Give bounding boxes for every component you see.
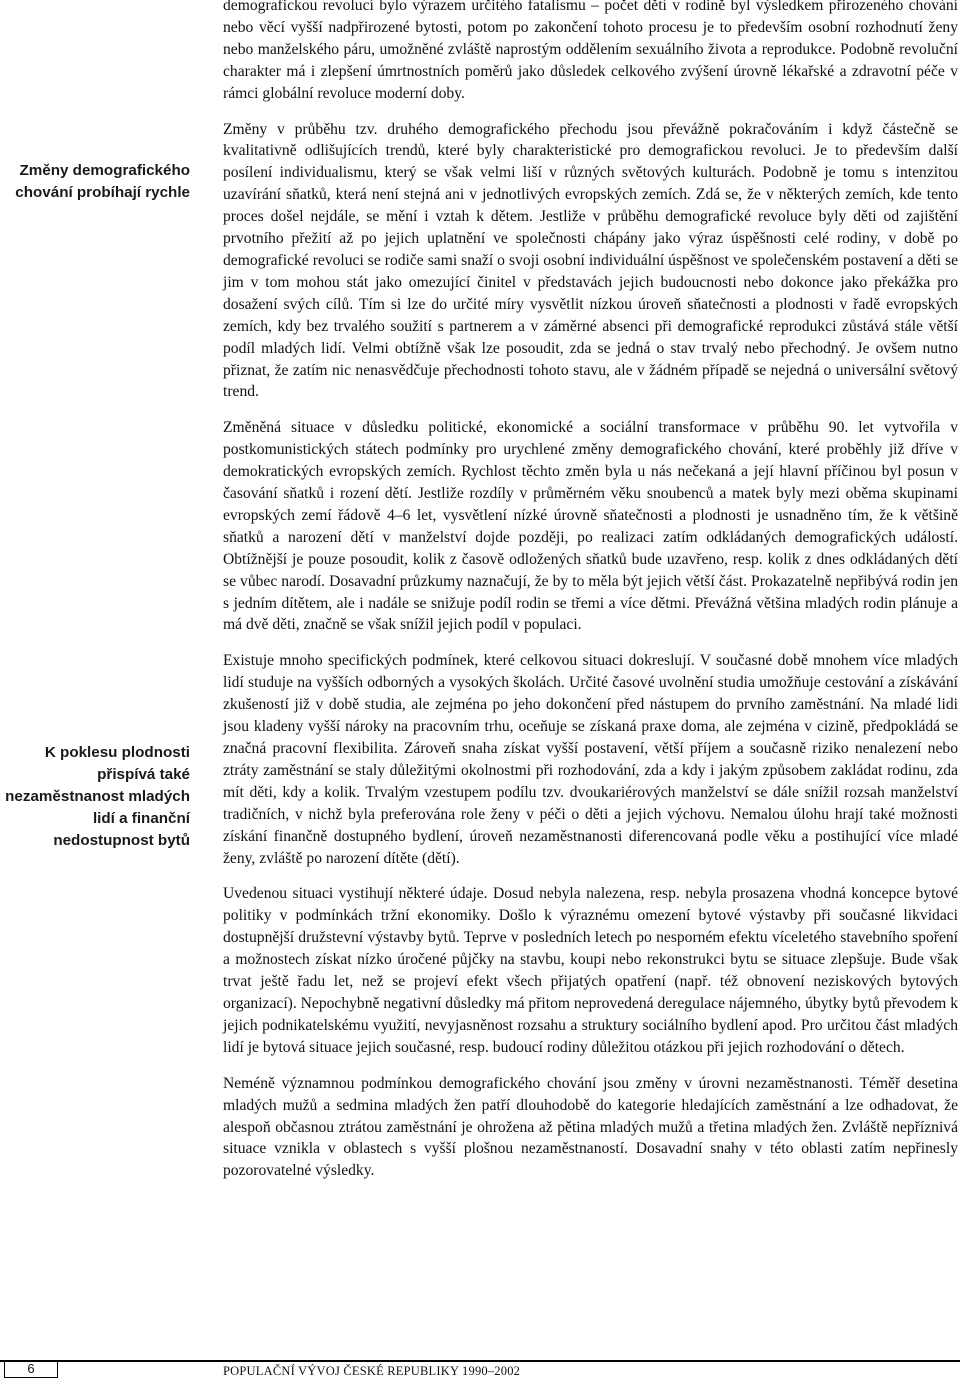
footer-rule	[0, 1360, 960, 1362]
paragraph-second-transition: Změny v průběhu tzv. druhého demografického přechodu jsou převážně pokračováním i když částečně se kvalitativně odlišujících trendů, které byly charakteristické pro demografickou revoluci. Je to především další posílení individualismu, který se však velmi liší v různých světových kulturách. Podobně je tomu s intenzitou uzavírání sňatků, která není stejná ani v jednotlivých evropských zemích. Zdá se, že v některých zemích, kde tento proces došel nejdále, se mění i vztah k dětem. Jestliže v průběhu demografické revoluce byly děti od zajištění prvotního přežití až po jejich uplatnění ve společnosti chápány jako výraz úspěšnosti celé rodiny, v době po demografické revoluci se rodiče sami snaží o svoji osobní individuální úspěšnost ve společenském postavení a děti se jim v tom mohou stát jako omezující činitel v představách jejich budoucnosti nebo dokonce jako překážka pro dosažení svých cílů. Tím si lze do určité míry vysvětlit nízkou úroveň sňatečnosti a plodnosti v řadě evropských zemích, kdy bez trvalého soužití s partnerem a v záměrné absenci při demografické reprodukci zůstává stále větší podíl mladých lidí. Velmi obtížně však lze posoudit, zda se jedná o stav trvalý nebo přechodný. Je ovšem nutno přiznat, že zatím nic nenasvědčuje přechodnosti tohoto stavu, ale v žádném případě se nejedná o universální světový trend.	[223, 120, 958, 401]
page-number: 6	[4, 1361, 58, 1378]
paragraph-housing: Uvedenou situaci vystihují některé údaje. Dosud nebyla nalezena, resp. nebyla prosazena vhodná koncepce bytové politiky v podmínkách tržní ekonomiky. Došlo k výraznému omezení bytové výstavby při současné likvidaci dostupnější družstevní výstavby bytů. Teprve v posledních letech po nesporném efektu víceletého stavebního spoření a možnostech získat nízko úročené půjčky na stavbu, koupi nebo rekonstrukci bytu se situace zlepšuje. Bude však trvat ještě řadu let, než se projeví efekt všech přijatých opatření (např. též obnovení neziskových bytových organizací). Nepochybně negativní důsledky má přitom neprovedená deregulace nájemného, úbytky bytů převodem k jejich podnikatelskému využití, nevyjasněnost rozsahu a struktury sociálního bydlení apod. Pro určitou část mladých lidí je bytová situace jejich současné, resp. budoucí rodiny důležitou otázkou při jejich rozhodování o dětech.	[223, 885, 958, 1056]
paragraph-transformation: Změněná situace v důsledku politické, ekonomické a sociální transformace v průběhu 90. let vytvořila v postkomunistických státech podmínky pro urychlené změny demografického chování, které proběhly již dříve v demokratických evropských zemích. Rychlost těchto změn byla u nás nečekaná a její hlavní příčinou byl posun v časování sňatků i rození dětí. Jestliže rozdíly v průměrném věku snoubenců a matek byly mezi oběma skupinami evropských zemí řádově 4–6 let, vysvětlení nízké úrovně sňatečnosti a plodnosti je usnadněno tím, že k většině sňatků a narození dětí v manželství dojde později, po realizaci zatím odkládaných demografických událostí. Obtížnější je pouze posoudit, kolik z časově odložených sňatků bude uzavřeno, resp. kolik z dnes odkládaných dětí se vůbec narodí. Dosavadní průzkumy naznačují, že by to měla být jejich větší část. Prokazatelně nepřibývá rodin jen s jedním dítětem, ale i nadále se snižuje podíl rodin se třemi a více dětmi. Převážná většina mladých rodin plánuje a má dvě děti, značně se však snížil jejich podíl v populaci.	[223, 419, 958, 634]
paragraph-demographic-revolution: demografickou revolucí bylo výrazem určitého fatalismu – počet dětí v rodině byl výsledkem přirozeného chování nebo věcí vyšší nadpřirozené bytosti, potom po zakončení tohoto procesu je to především osobní rozhodnutí ženy nebo manželského páru, umožněné zvláště naprostým oddělením sexuálního života a reprodukce. Podobně revoluční charakter má i zlepšení úmrtnostních poměrů jako důsledek celkového zvýšení úrovně lékařské a zdravotní péče v rámci globální revoluce moderní doby.	[223, 0, 958, 102]
footer-publication-title: POPULAČNÍ VÝVOJ ČESKÉ REPUBLIKY 1990–2002	[223, 1364, 521, 1378]
paragraph-specific-conditions: Existuje mnoho specifických podmínek, které celkovou situaci dokreslují. V současné době mnohem více mladých lidí studuje na vyšších odborných a vysokých školách. Určité časové uvolnění studia umožňuje cestování a získávání zkušeností již v době studia, ale zejména po jeho dokončení před nástupem do prvního zaměstnání. Na mladé lidi jsou kladeny vyšší nároky na pracovním trhu, oceňuje se získaná praxe doma, ale zejména v cizině, předpokládá se značná pracovní flexibilita. Zároveň snaha získat vyšší postavení, větší příjem a současně riziko nenalezení nebo ztráty zaměstnání se staly důležitými okolnostmi při rozhodování, zda a kdy i jakým způsobem zakládat rodinu, zda mít děti, kdy a kolik. Trvalým vzestupem podílu tzv. dvoukariérových manželství se dále snížil rozsah manželství tradičních, v nichž byla preferována role ženy v péči o děti a jejich výchovu. Nemalou úlohu hrají také možnosti získání finančně dostupného bydlení, úroveň nezaměstnanosti diferencovaná podle věku a postihující více mladé ženy, zvláště po narození dítěte (dětí).	[223, 652, 958, 867]
margin-note-demographic-change: Změny demografického chování probíhají rychle	[15, 162, 190, 201]
margin-note-fertility-decline: K poklesu plodnosti přispívá také nezaměstnanost mladých lidí a finanční nedostupnost bytů	[5, 744, 190, 849]
main-text-column	[223, 0, 958, 1196]
paragraph-unemployment: Neméně významnou podmínkou demografického chování jsou změny v úrovni nezaměstnanosti. Téměř desetina mladých mužů a sedmina mladých žen patří dlouhodobě do kategorie hledajících zaměstnání a lze odhadovat, že alespoň občasnou ztrátou zaměstnání je ohrožena až pětina mladých mužů a třetina mladých žen. Zvláště nepříznivá situace vznikla v oblastech s vyšší plošnou nezaměstnaností. Dosavadní snahy v této oblasti zatím nepřinesly pozorovatelné výsledky.	[223, 1074, 958, 1180]
